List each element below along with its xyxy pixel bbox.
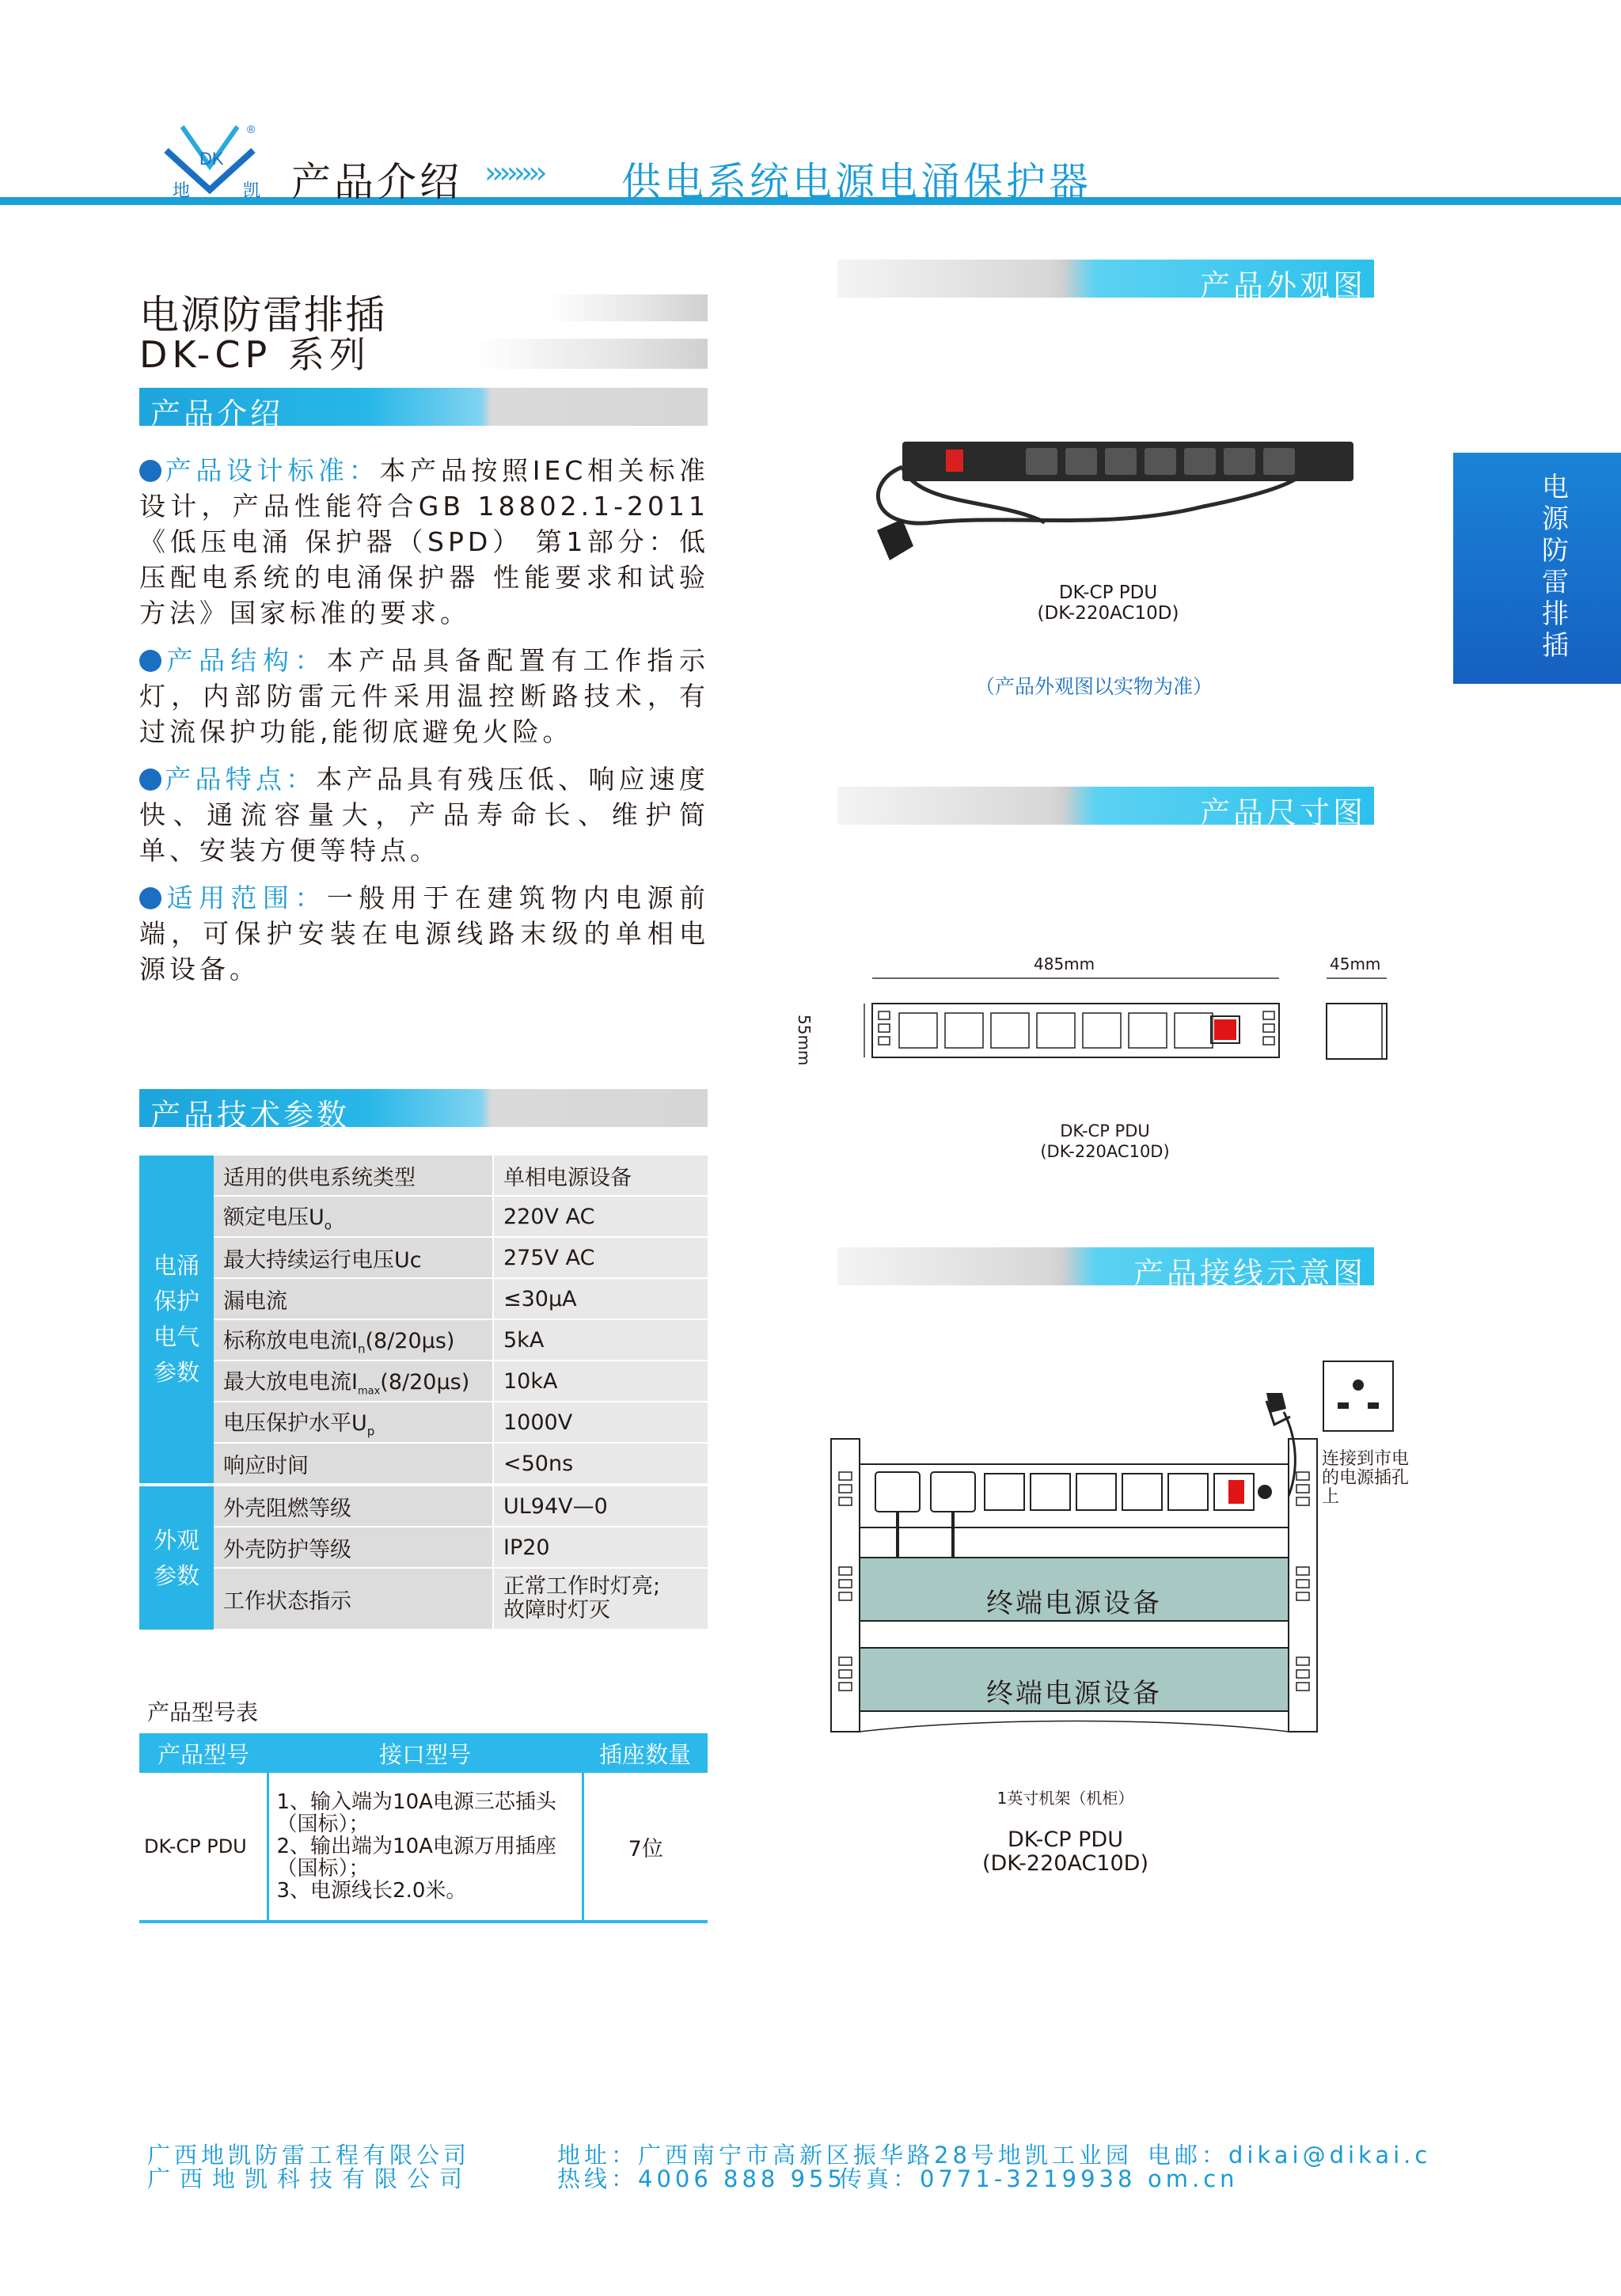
para-label: 产品结构： (165, 645, 327, 676)
spec-param: 最大持续运行电压Uc (214, 1237, 493, 1278)
table-row (139, 1237, 708, 1278)
para-label: 适用范围： (165, 882, 327, 913)
table-row (139, 1773, 708, 1922)
intro-section-bar (139, 388, 708, 431)
spec-param: 最大放电电流$I_{max}(8/20\mu s)$ (214, 1361, 493, 1402)
spec-group-label: 电涌保护电气参数 (139, 1156, 214, 1485)
header-title: 产品介绍 (291, 159, 462, 205)
para-text: 一般用于在建筑物内电源前端，可保护安装在电源线路末级的单相电源设备。 (139, 882, 710, 985)
interface-line: 2、输出端为10A电源万用插座（国标）； (276, 1835, 556, 1880)
table-row (139, 1402, 708, 1443)
spec-param: 漏电流 (214, 1278, 493, 1319)
spec-table (139, 1156, 708, 1630)
intro-paragraph (139, 880, 709, 987)
wiring-section-label: 产品接线示意图 (1133, 1256, 1366, 1291)
header-arrows: ›››››››› (484, 155, 543, 190)
spec-param: 电压保护水平$U_p$ (214, 1402, 493, 1443)
spec-section-bar (139, 1089, 708, 1133)
dim-depth: 45mm (1330, 954, 1381, 973)
spec-value: 1000V (493, 1402, 708, 1443)
spec-value: ≤30μA (493, 1278, 708, 1319)
intro-paragraph (139, 643, 709, 750)
interface-line: 1、输入端为10A电源三芯插头（国标）； (276, 1790, 556, 1836)
spec-param: 外壳阻燃等级 (214, 1485, 493, 1527)
dimension-caption: DK-CP PDU (DK-220AC10D) (1040, 1121, 1170, 1161)
product-series: DK-CP 系列 (139, 333, 370, 376)
spec-param: 额定电压$U_o$ (214, 1196, 493, 1237)
device-label-1: 终端电源设备 (986, 1588, 1162, 1619)
intro-paragraph (139, 453, 709, 631)
dimension-section-bar (837, 787, 1374, 830)
dim-height: 55mm (795, 1015, 814, 1066)
intro-section-label: 产品介绍 (150, 397, 284, 431)
interface-line: 3、电源线长2.0米。 (276, 1879, 467, 1903)
dimension-section-label: 产品尺寸图 (1199, 795, 1366, 830)
footer-company-2: 广西地凯科技有限公司 (147, 2165, 473, 2192)
footer-company-1: 广西地凯防雷工程有限公司 (147, 2142, 471, 2169)
count-cell: 7位 (583, 1773, 708, 1922)
spec-value: UL94V—0 (493, 1485, 708, 1527)
pdu-photo-icon (871, 435, 1377, 586)
product-name: 电源防雷排插 (139, 292, 386, 338)
dimension-drawing-icon (860, 970, 1390, 1065)
footer-hotline: 热线：4006 888 955 (557, 2165, 846, 2192)
table-row (139, 1443, 708, 1485)
table-row (139, 1568, 708, 1630)
appearance-note: （产品外观图以实物为准） (975, 675, 1213, 698)
spec-value: 220V AC (493, 1196, 708, 1237)
spec-value: 单相电源设备 (493, 1156, 708, 1196)
bullet-icon (139, 460, 161, 482)
table-row (139, 1156, 708, 1196)
bullet-icon (139, 768, 161, 791)
side-tab (1453, 453, 1621, 684)
model-cell: DK-CP PDU (139, 1773, 268, 1922)
spec-value: <50ns (493, 1443, 708, 1485)
intro-paragraph (139, 761, 709, 868)
spec-section-label: 产品技术参数 (150, 1098, 351, 1133)
spec-value: IP20 (493, 1527, 708, 1568)
spec-group-label: 外观参数 (139, 1485, 214, 1630)
table-row (139, 1361, 708, 1402)
appearance-section-label: 产品外观图 (1199, 268, 1366, 303)
table-header-row (139, 1733, 708, 1773)
table-row (139, 1485, 708, 1527)
device-label-2: 终端电源设备 (986, 1678, 1162, 1710)
dim-length: 485mm (1034, 954, 1095, 973)
table-row (139, 1319, 708, 1361)
para-label: 产品设计标准： (165, 455, 380, 486)
bullet-icon (139, 887, 161, 909)
spec-param: 响应时间 (214, 1443, 493, 1485)
appearance-section-bar (837, 260, 1374, 303)
spec-param: 标称放电电流$I_n(8/20\mu s)$ (214, 1319, 493, 1361)
appearance-caption: DK-CP PDU (DK-220AC10D) (1037, 583, 1179, 624)
title-bar-2 (475, 339, 708, 369)
col-header: 插座数量 (583, 1733, 708, 1773)
wiring-caption: DK-CP PDU (DK-220AC10D) (981, 1827, 1148, 1876)
header-subtitle: 供电系统电源电涌保护器 (621, 159, 1091, 205)
spec-param: 外壳防护等级 (214, 1527, 493, 1568)
table-row (139, 1196, 708, 1237)
para-text: 本产品具备配置有工作指示灯，内部防雷元件采用温控断路技术，有过流保护功能,能彻底避免火险。 (139, 645, 710, 747)
wiring-section-bar (837, 1247, 1374, 1291)
rack-label: 1英寸机架（机柜） (997, 1789, 1134, 1808)
col-header: 接口型号 (268, 1733, 583, 1773)
table-row (139, 1278, 708, 1319)
spec-value: 5kA (493, 1319, 708, 1361)
col-header: 产品型号 (139, 1733, 268, 1773)
mains-note: 连接到市电的电源插孔上 (1322, 1449, 1410, 1507)
bullet-icon (139, 650, 161, 672)
side-tab-label: 电源防雷排插 (1542, 472, 1569, 662)
title-bar-1 (546, 294, 708, 321)
para-label: 产品特点： (165, 764, 317, 795)
model-table-caption: 产品型号表 (147, 1699, 259, 1725)
table-row (139, 1527, 708, 1568)
logo-name: 地 凯 (173, 181, 284, 201)
spec-value: 正常工作时灯亮;故障时灯灭 (493, 1568, 708, 1630)
registered-mark: ® (247, 123, 256, 135)
spec-param: 工作状态指示 (214, 1568, 493, 1630)
para-text: 本产品按照IEC相关标准设计，产品性能符合GB 18802.1-2011《低压电涌 保护器（SPD） 第1部分：低压配电系统的电涌保护器 性能要求和试验方法》国家标准的要求。 (139, 455, 710, 628)
footer-email: 电邮：dikai@dikai.com.cn (1148, 2142, 1432, 2192)
footer-address: 地址：广西南宁市高新区振华路28号地凯工业园 (557, 2142, 1133, 2169)
spec-value: 275V AC (493, 1237, 708, 1278)
spec-value: 10kA (493, 1361, 708, 1402)
footer-fax: 传真：0771-3219938 (839, 2165, 1137, 2192)
model-table (139, 1733, 708, 1923)
para-text: 本产品具有残压低、响应速度快、通流容量大，产品寿命长、维护简单、安装方便等特点。 (139, 764, 710, 866)
logo-letters: DK (199, 149, 224, 169)
spec-param: 适用的供电系统类型 (214, 1156, 493, 1196)
interface-cell (268, 1773, 583, 1922)
